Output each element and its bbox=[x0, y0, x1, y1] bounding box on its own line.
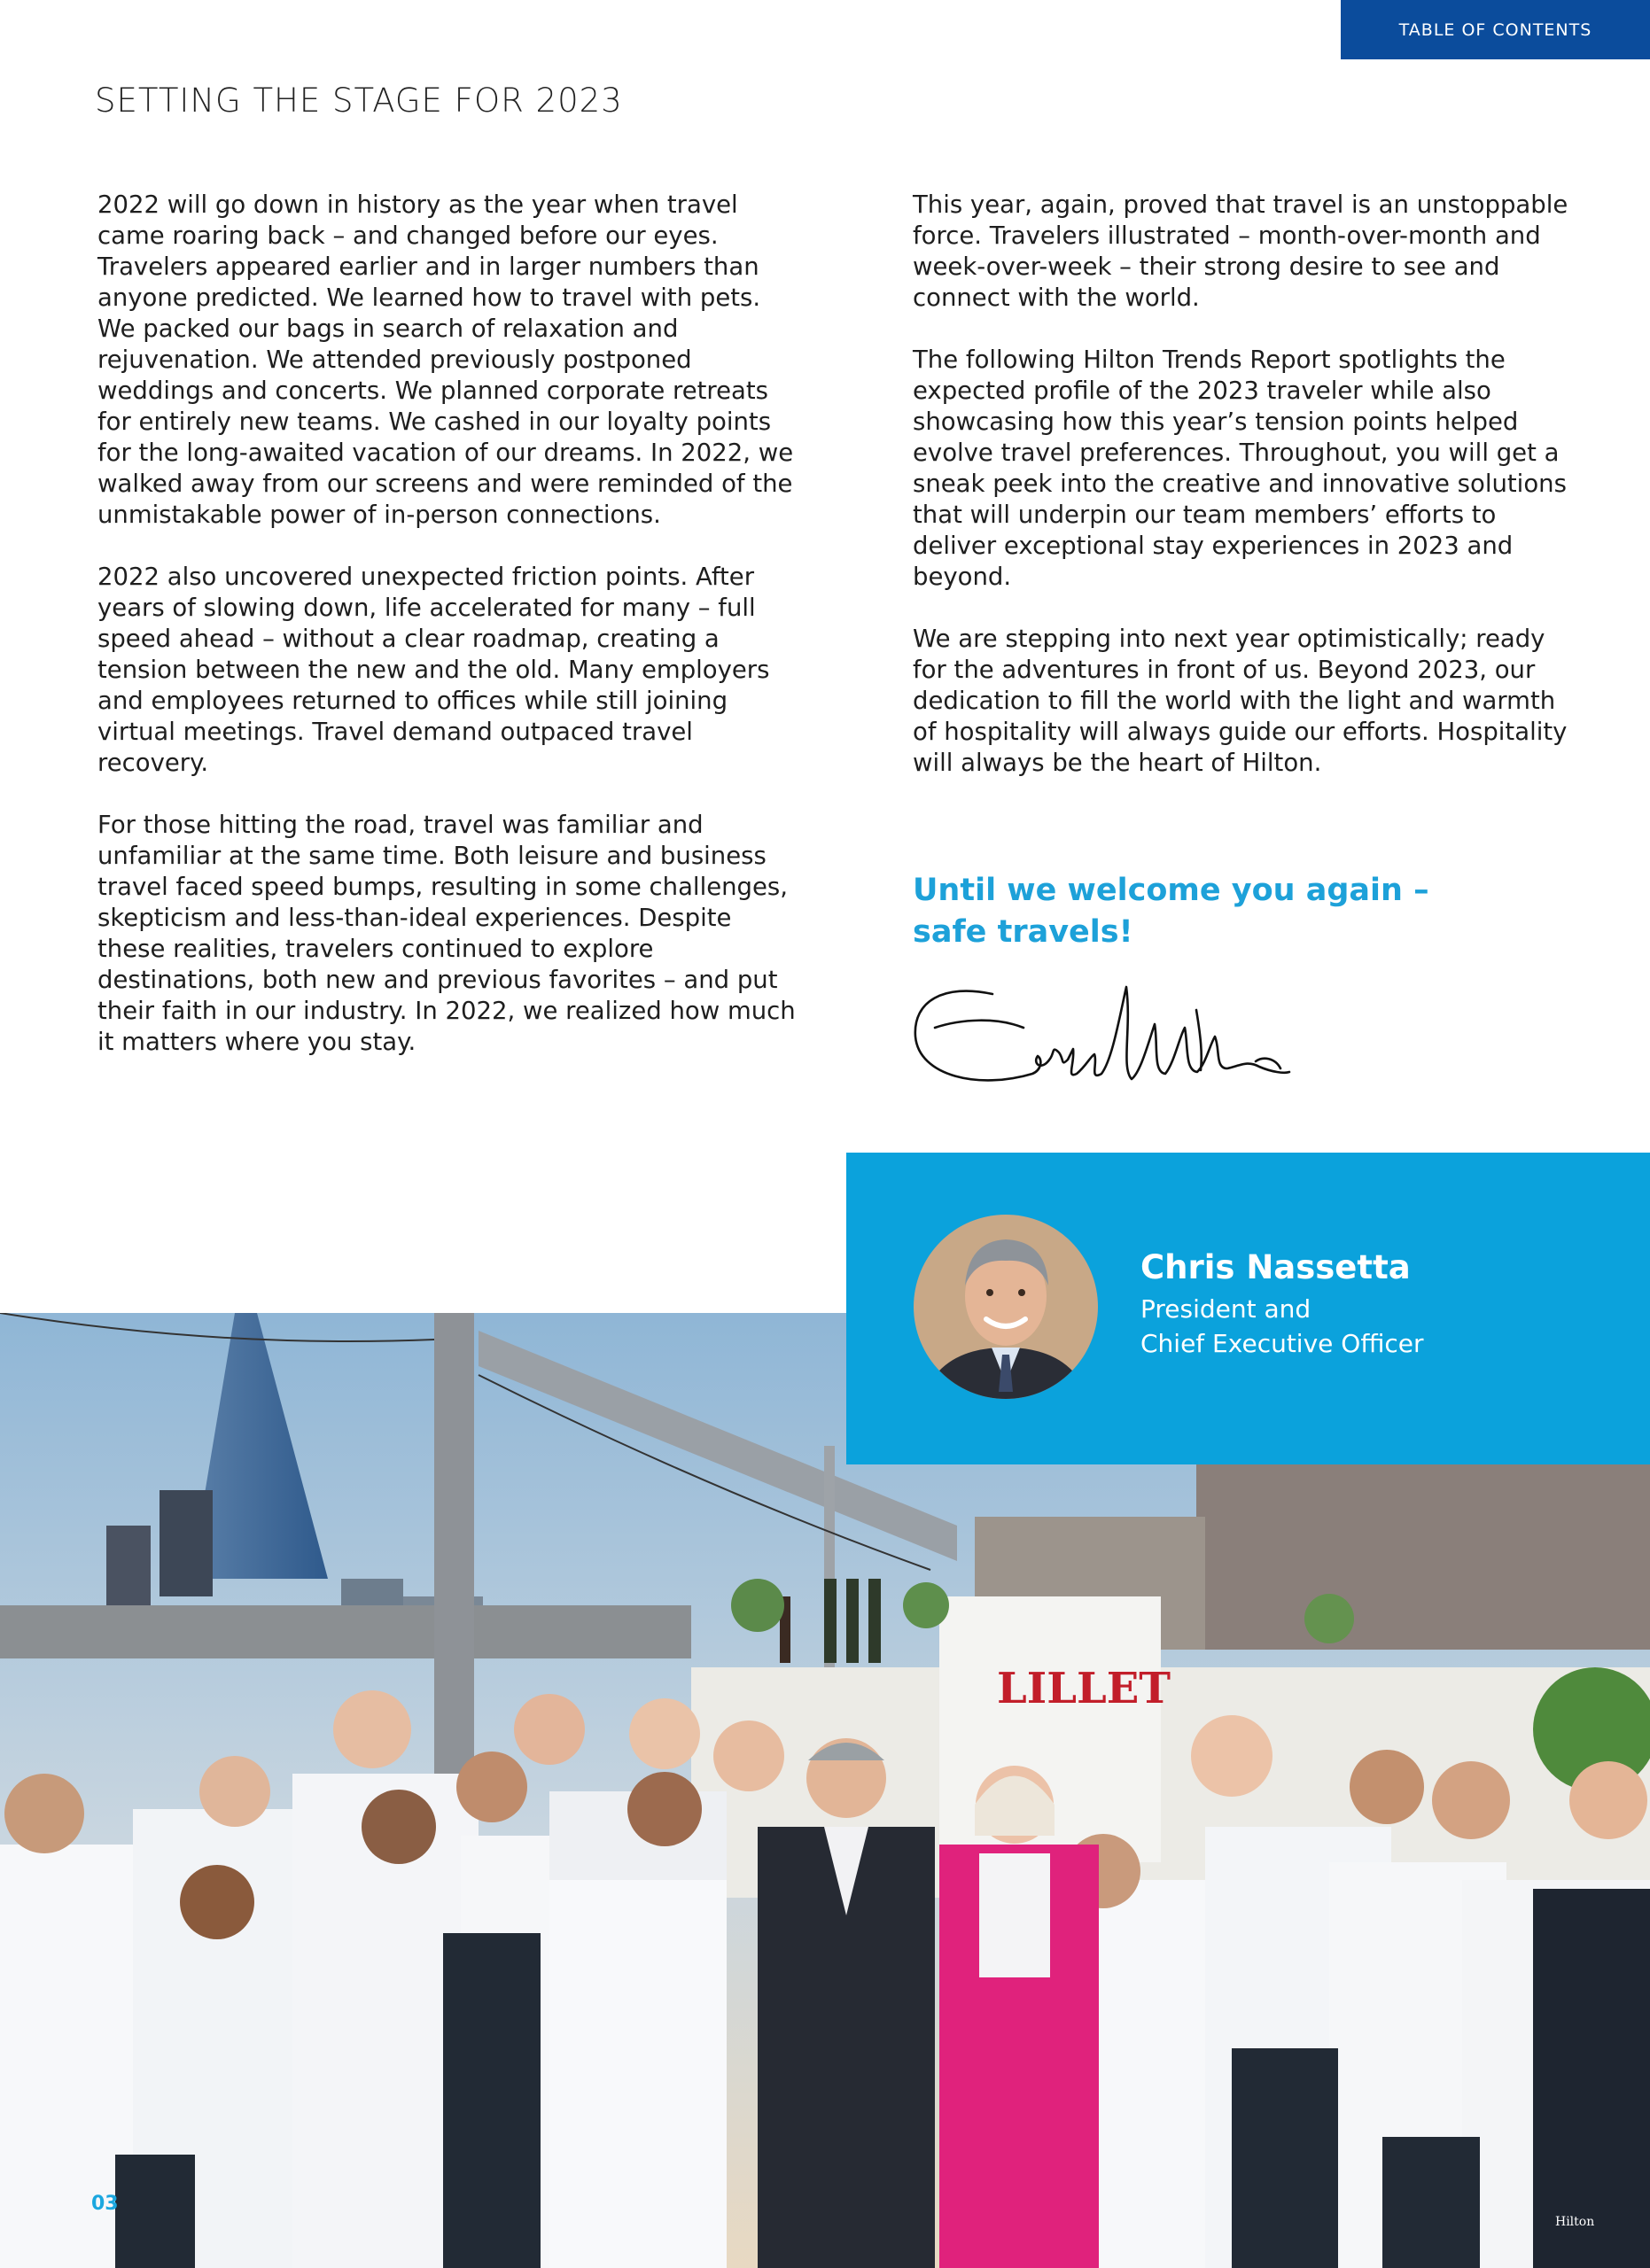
profile-role bbox=[1140, 1292, 1601, 1361]
profile-name: Chris Nassetta bbox=[1140, 1248, 1411, 1286]
page-number: 03 bbox=[91, 2193, 119, 2215]
paragraph: For those hitting the road, travel was familiar and unfamiliar at the same time. Both leisure and business travel faced speed bumps, resulting in some challenges, skepticism and less-than-ideal experiences. Despite these realities, travelers continued to explore destinations, both new and previous favorites – and put their faith in our industry. In 2022, we realized how much it matters where you stay. bbox=[97, 811, 796, 1056]
paragraph: 2022 will go down in history as the year when travel came roaring back – and changed before our eyes. Travelers appeared earlier and in larger numbers than anyone predicted. We learned how to travel with pets. We packed our bags in search of relaxation and rejuvenation. We attended previously postponed weddings and concerts. We planned corporate retreats for entirely new teams. We cashed in our loyalty points for the long-awaited vacation of our dreams. In 2022, we walked away from our screens and were reminded of the unmistakable power of in-person connections. bbox=[97, 190, 794, 529]
role-line: President and bbox=[1140, 1294, 1311, 1324]
left-column bbox=[97, 190, 798, 1089]
signoff-line: safe travels! bbox=[913, 914, 1133, 950]
right-column bbox=[913, 190, 1568, 810]
page-title: SETTING THE STAGE FOR 2023 bbox=[95, 82, 623, 120]
paragraph: We are stepping into next year optimistically; ready for the adventures in front of us. Beyond 2023, our dedication to fill the world with the light and warmth of hospitality will always guide our efforts. Hospitality will always be the heart of Hilton. bbox=[913, 625, 1568, 777]
paragraph: The following Hilton Trends Report spotlights the expected profile of the 2023 traveler while also showcasing how this year’s tension points helped evolve travel preferences. Throughout, you will get a sneak peek into the creative and innovative solutions that will underpin our team members’ efforts to deliver exceptional stay experiences in 2023 and beyond. bbox=[913, 346, 1567, 591]
signature-image bbox=[908, 975, 1387, 1099]
paragraph: This year, again, proved that travel is an unstoppable force. Travelers illustrated – month-over-month and week-over-week – their strong desire to see and connect with the world. bbox=[913, 190, 1568, 312]
lillet-sign: LILLET bbox=[997, 1664, 1171, 1713]
signoff-line: Until we welcome you again – bbox=[913, 873, 1429, 908]
profile-card bbox=[846, 1153, 1650, 1464]
paragraph: 2022 also uncovered unexpected friction points. After years of slowing down, life accelerated for many – full speed ahead – without a clear roadmap, creating a tension between the new and the old. Many employers and employees returned to offices while still joining virtual meetings. Travel demand outpaced travel recovery. bbox=[97, 563, 770, 777]
portrait-photo bbox=[914, 1215, 1098, 1399]
role-line: Chief Executive Officer bbox=[1140, 1329, 1424, 1358]
table-of-contents-button[interactable]: TABLE OF CONTENTS bbox=[1341, 0, 1650, 59]
svg-text:Hilton: Hilton bbox=[1555, 2215, 1595, 2229]
signoff-quote bbox=[913, 870, 1533, 953]
